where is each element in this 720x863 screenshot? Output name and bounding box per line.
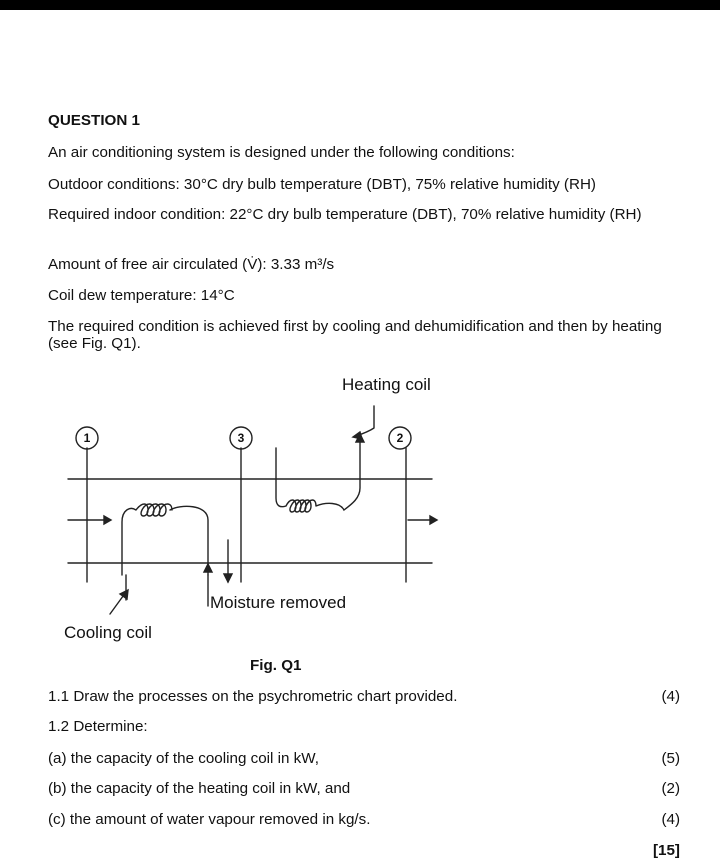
indoor-conditions: Required indoor condition: 22°C dry bulb temperature (DBT), 70% relative humidity (RH) xyxy=(48,206,642,223)
dew-temperature: Coil dew temperature: 14°C xyxy=(48,287,235,304)
task-a-marks: (5) xyxy=(661,750,680,767)
task-a: (a) the capacity of the cooling coil in kW, xyxy=(48,750,319,767)
task-c: (c) the amount of water vapour removed in kg/s. xyxy=(48,811,371,828)
figure-q1 xyxy=(40,370,460,640)
question-heading: QUESTION 1 xyxy=(48,112,140,129)
intro-text: An air conditioning system is designed under the following conditions: xyxy=(48,144,515,161)
process-description: The required condition is achieved first by cooling and dehumidification and then by heating (see Fig. Q1). xyxy=(48,318,662,352)
task-b-marks: (2) xyxy=(661,780,680,797)
cooling-coil-label: Cooling coil xyxy=(64,623,152,642)
task-1-1: 1.1 Draw the processes on the psychrometric chart provided. xyxy=(48,688,458,705)
top-bar xyxy=(0,0,720,10)
cooling-coil xyxy=(122,504,208,575)
task-1-2: 1.2 Determine: xyxy=(48,718,148,735)
air-amount: Amount of free air circulated (V̇): 3.33 m³/s xyxy=(48,256,335,273)
outdoor-conditions: Outdoor conditions: 30°C dry bulb temperature (DBT), 75% relative humidity (RH) xyxy=(48,176,596,193)
total-marks: [15] xyxy=(652,842,680,859)
moisture-removed-label: Moisture removed xyxy=(210,593,347,612)
point-2-label: 2 xyxy=(396,431,404,445)
figure-caption: Fig. Q1 xyxy=(250,657,302,674)
heating-coil-label: Heating coil xyxy=(342,375,431,394)
point-1-label: 1 xyxy=(83,431,91,445)
task-1-1-marks: (4) xyxy=(661,688,680,705)
point-3-label: 3 xyxy=(237,431,245,445)
heating-coil xyxy=(276,442,360,512)
heating-coil-leader xyxy=(356,406,374,436)
task-b: (b) the capacity of the heating coil in kW, and xyxy=(48,780,351,797)
task-c-marks: (4) xyxy=(661,811,680,828)
